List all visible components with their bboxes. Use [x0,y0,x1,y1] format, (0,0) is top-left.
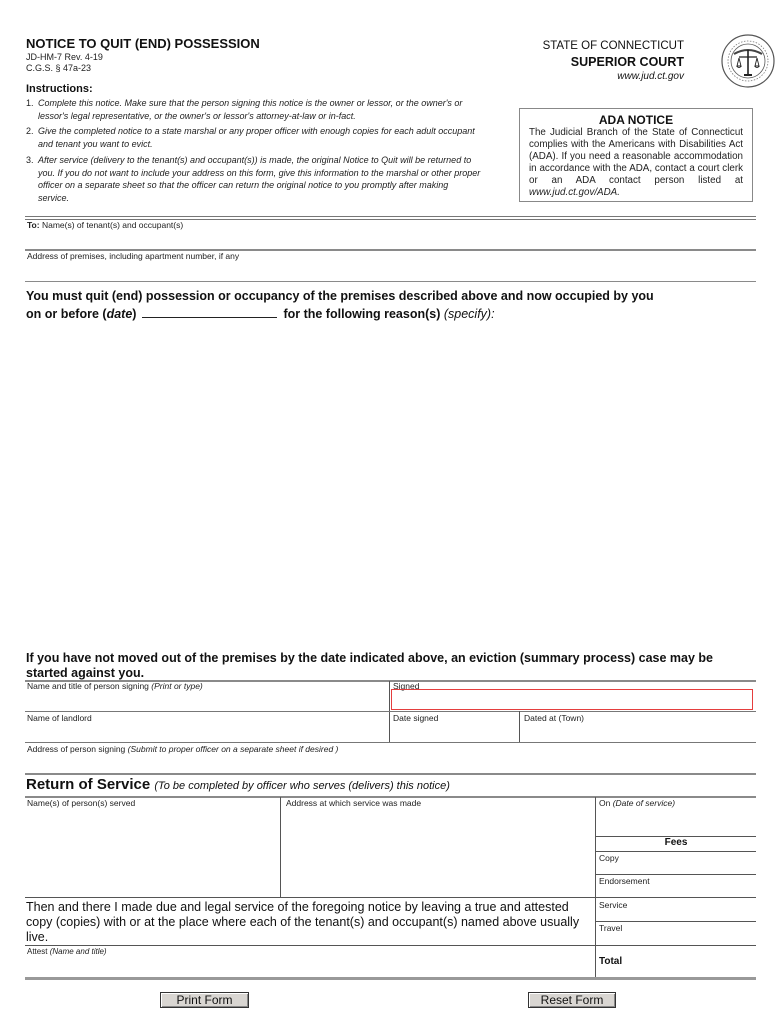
dated-at-town-input[interactable] [522,724,758,743]
fee-service-label: Service [599,900,628,910]
tenant-names-label-text: Name(s) of tenant(s) and occupant(s) [39,220,184,230]
signature-input[interactable] [391,689,753,710]
print-or-type-hint: (Print or type) [151,681,203,691]
signed-label: Signed [393,681,420,691]
address-signing-hint: (Submit to proper officer on a separate sheet if desired ) [127,744,339,754]
attest-hint: (Name and title) [49,947,107,956]
fee-endorsement-label: Endorsement [599,876,650,886]
date-signed-input[interactable] [392,724,520,743]
fees-total-label: Total [599,956,623,967]
instructions-heading: Instructions: [26,83,93,95]
fee-service-input[interactable] [598,910,758,921]
state-name: STATE OF CONNECTICUT [542,40,684,52]
persons-served-label: Name(s) of person(s) served [27,798,136,808]
fee-travel-input[interactable] [598,933,758,945]
attest-label [27,947,107,956]
service-statement: Then and there I made due and legal service of the foregoing notice by leaving a true and attested copy (copies) with or at the place where each of the tenant(s) and occupant(s) named above usually live. [26,900,580,944]
on-label: On [599,798,613,808]
reset-form-button[interactable]: Reset Form [528,992,616,1008]
address-signing-label-text: Address of person signing [27,744,128,754]
return-of-service-heading: Return of Service [26,776,155,793]
quit-date-input[interactable] [142,306,277,318]
fees-total-input[interactable] [630,956,758,972]
to-label: To: [27,220,40,230]
form-id: JD-HM-7 Rev. 4-19 [26,52,103,62]
statute-reference: C.G.S. § 47a-23 [26,63,92,73]
instruction-number: 2. [26,126,34,136]
return-of-service-subtitle: (To be completed by officer who serves (delivers) this notice) [154,780,450,792]
court-website: www.jud.ct.gov [617,71,684,82]
dated-at-town-label: Dated at (Town) [524,713,584,723]
service-address-input[interactable] [284,810,596,898]
instruction-number: 3. [26,155,34,165]
instruction-item [26,125,486,150]
section-divider [25,773,756,775]
eviction-warning: If you have not moved out of the premises by the date indicated above, an eviction (summary process) case may be started against you. [26,651,714,680]
column-divider [519,711,520,742]
premises-address-label: Address of premises, including apartment number, if any [27,251,240,261]
field-divider [25,897,756,898]
instruction-number: 1. [26,98,34,108]
field-divider [596,851,756,852]
field-divider [596,921,756,922]
instruction-text: Give the completed notice to a state marshal or any proper officer with enough copies for each adult occupant and tenant you want to evict. [38,126,475,149]
instruction-text: Complete this notice. Make sure that the person signing this notice is the owner or lessor, or the owner's or lessor's legal representative, or the owner's or lessor's attorney-at-law or in-fact. [38,98,463,121]
fee-travel-label: Travel [599,923,623,933]
tenant-names-label [27,220,183,230]
return-of-service-title [26,776,450,793]
date-of-service-hint: (Date of service) [612,798,676,808]
quit-notice-prefix: on or before ( [26,307,107,321]
court-name: SUPERIOR COURT [570,55,684,69]
ada-notice-box [519,108,753,202]
service-address-label: Address at which service was made [286,798,422,808]
landlord-input[interactable] [26,724,390,743]
column-divider [595,797,596,977]
field-divider [596,874,756,875]
field-divider [25,711,756,712]
instruction-text: After service (delivery to the tenant(s) and occupant(s)) is made, the original Notice to Quit will be returned to you. If you do not want to include your address on this form, give this information to the marshal or other proper officer on a separate sheet so that the officer can return the original notice to you promptly after making service. [38,155,481,203]
attest-label-text: Attest [27,947,50,956]
field-divider [25,945,756,946]
date-of-service-input[interactable] [598,810,758,836]
form-title: NOTICE TO QUIT (END) POSSESSION [26,36,260,51]
ada-notice-link[interactable]: www.jud.ct.gov/ADA. [529,187,620,198]
ada-notice-body [529,127,743,199]
section-divider [25,977,756,980]
ada-notice-title: ADA NOTICE [598,113,674,127]
instruction-item [26,154,481,204]
fee-copy-label: Copy [599,853,619,863]
instruction-item [26,97,486,122]
reasons-textarea[interactable] [26,325,758,647]
judicial-seal-icon [720,32,776,90]
address-signing-label [27,744,338,754]
premises-address-input[interactable] [26,262,758,281]
date-signed-label: Date signed [393,713,439,723]
tenant-names-input[interactable] [26,231,758,249]
column-divider [280,797,281,897]
ada-notice-text: The Judicial Branch of the State of Connecticut complies with the Americans with Disabilities Act (ADA). If you need a reasonable accommodation in accordance with the ADA, contact a court clerk or an ADA contact person listed at [529,127,743,186]
field-divider [25,281,756,282]
fees-heading: Fees [664,837,688,848]
attest-input[interactable] [26,958,595,977]
landlord-label: Name of landlord [27,713,92,723]
name-title-input[interactable] [26,692,390,712]
name-title-label [27,681,203,691]
name-title-label-text: Name and title of person signing [27,681,152,691]
specify-hint: (specify): [443,307,495,321]
print-form-button[interactable]: Print Form [160,992,249,1008]
quit-notice-paren: ) [132,307,137,321]
date-word: date [106,307,133,321]
quit-notice-line1: You must quit (end) possession or occupancy of the premises described above and now occupied by you [26,289,654,303]
reasons-label: for the following reason(s) [283,307,444,321]
date-of-service-label [599,798,675,808]
quit-notice-line2 [26,306,495,321]
address-signing-input[interactable] [26,755,758,774]
persons-served-input[interactable] [26,810,280,898]
field-divider [25,742,756,743]
